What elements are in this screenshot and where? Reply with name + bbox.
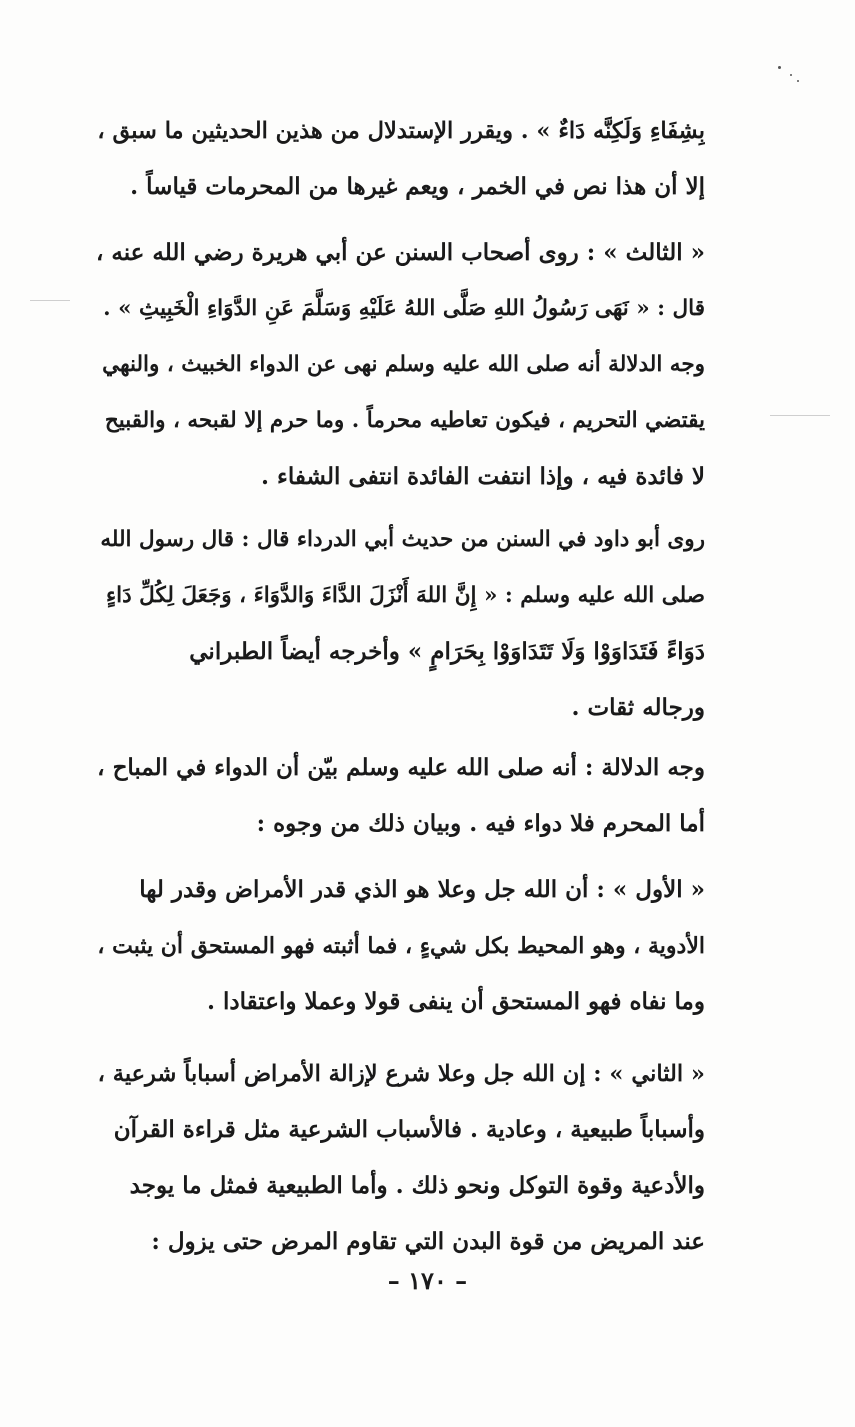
- text-line: « الأول » : أن الله جل وعلا هو الذي قدر الأمراض وقدر لها: [139, 876, 705, 903]
- text-line: ورجاله ثقات .: [571, 694, 705, 721]
- paragraph-1: [95, 103, 705, 215]
- text-line: وأسباباً طبيعية ، وعادية . فالأسباب الشرعية مثل قراءة القرآن: [113, 1116, 705, 1143]
- text-line: « الثالث » : روى أصحاب السنن عن أبي هريرة رضي الله عنه ،: [95, 239, 705, 266]
- text-line: روى أبو داود في السنن من حديث أبي الدرداء قال : قال رسول الله: [100, 527, 705, 552]
- text-line: دَوَاءً فَتَدَاوَوْا وَلَا تَتَدَاوَوْا بِحَرَامٍ » وأخرجه أيضاً الطبراني: [189, 638, 705, 665]
- text-line: أما المحرم فلا دواء فيه . وبيان ذلك من وجوه :: [256, 810, 705, 837]
- text-line: قال : « نَهَى رَسُولُ اللهِ صَلَّى اللهُ عَلَيْهِ وَسَلَّمَ عَنِ الدَّوَاءِ الْخَبِيثِ » .: [103, 296, 705, 321]
- text-line: صلى الله عليه وسلم : « إِنَّ اللهَ أَنْزَلَ الدَّاءَ وَالدَّوَاءَ ، وَجَعَلَ لِكُلِّ دَاءٍ: [106, 583, 705, 608]
- text-line: إلا أن هذا نص في الخمر ، ويعم غيرها من المحرمات قياساً .: [130, 173, 705, 200]
- text-line: الأدوية ، وهو المحيط بكل شيءٍ ، فما أثبته فهو المستحق أن يثبت ،: [97, 933, 705, 959]
- text-line: وما نفاه فهو المستحق أن ينفى قولا وعملا واعتقادا .: [207, 988, 705, 1015]
- paragraph-4: [95, 740, 705, 852]
- text-line: يقتضي التحريم ، فيكون تعاطيه محرماً . وما حرم إلا لقبحه ، والقبيح: [104, 408, 705, 433]
- text-line: لا فائدة فيه ، وإذا انتفت الفائدة انتفى الشفاء .: [261, 463, 705, 490]
- text-line: بِشِفَاءِ وَلَكِنَّه دَاءٌ » . ويقرر الإستدلال من هذين الحديثين ما سبق ،: [97, 118, 705, 144]
- paragraph-2: [95, 225, 705, 505]
- text-line: عند المريض من قوة البدن التي تقاوم المرض حتى يزول :: [151, 1228, 705, 1255]
- scan-speck: [797, 80, 799, 82]
- page-number: – ١٧٠ –: [387, 1266, 468, 1295]
- paragraph-5: [95, 862, 705, 1030]
- text-line: « الثاني » : إن الله جل وعلا شرع لإزالة الأمراض أسباباً شرعية ،: [97, 1061, 705, 1087]
- scan-artifact-line: [770, 415, 830, 416]
- paragraph-6: [95, 1046, 705, 1270]
- text-line: والأدعية وقوة التوكل ونحو ذلك . وأما الطبيعية فمثل ما يوجد: [129, 1172, 705, 1199]
- scan-artifact-line: [30, 300, 70, 301]
- scan-speck: [778, 66, 781, 69]
- text-line: وجه الدلالة أنه صلى الله عليه وسلم نهى عن الدواء الخبيث ، والنهي: [102, 352, 705, 377]
- scan-speck: [790, 74, 792, 76]
- paragraph-3: [95, 512, 705, 736]
- text-line: وجه الدلالة : أنه صلى الله عليه وسلم بيّن أن الدواء في المباح ،: [97, 754, 705, 781]
